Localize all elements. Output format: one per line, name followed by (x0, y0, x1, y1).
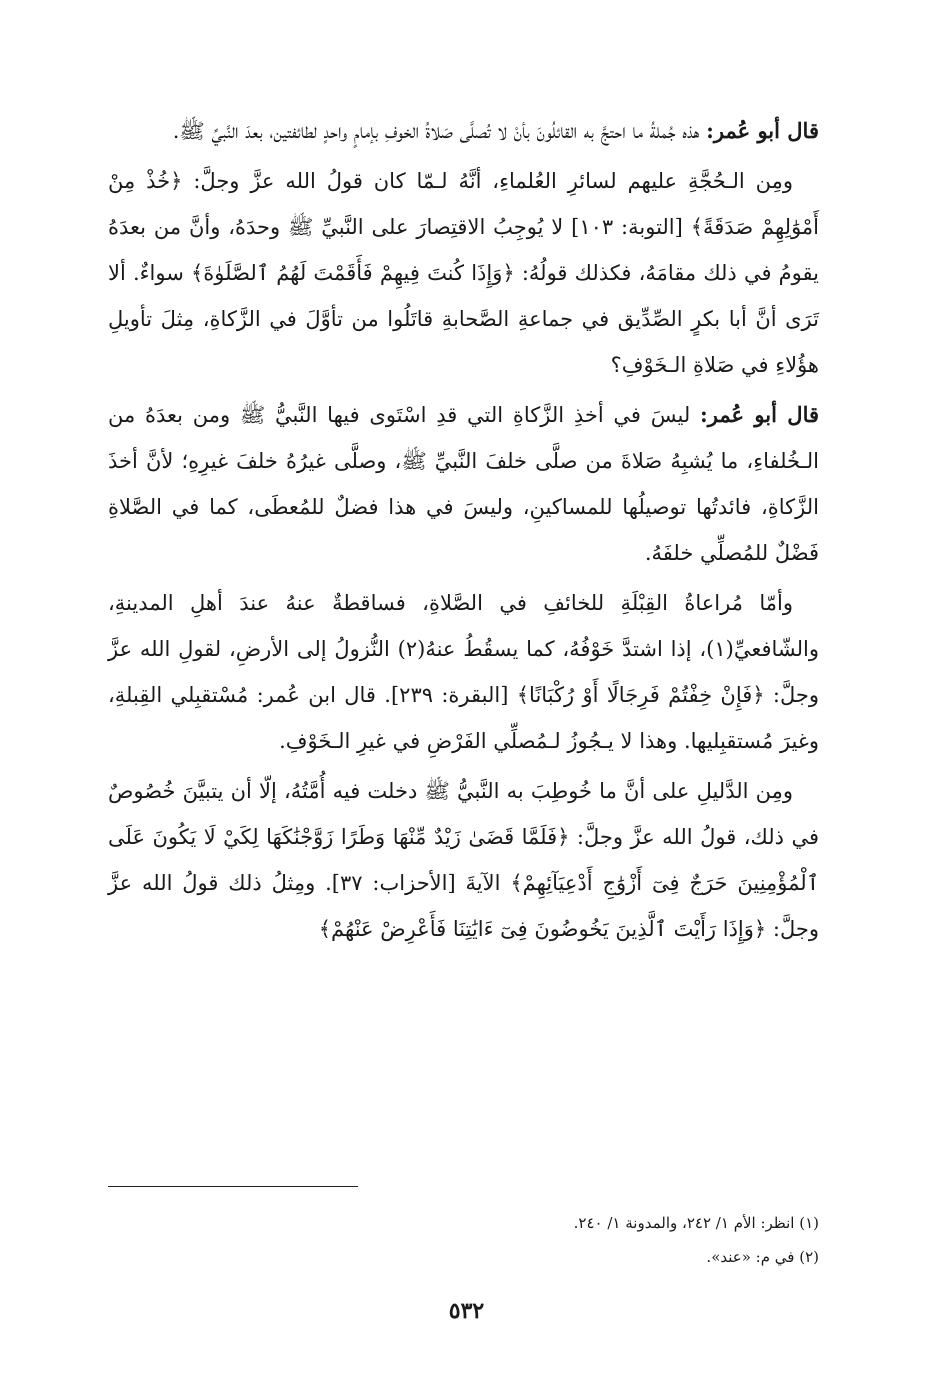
page-number: ٥٣٢ (448, 1298, 485, 1324)
paragraph-text: ومِن الدَّليلِ على أنَّ ما خُوطِبَ به النَّبيُّ ﷺ دخلت فيه أُمَّتُهُ، إلّا أن يتبيَّنَ خُصُوصٌ في ذلك، قولُ الله عزَّ وجلَّ: ﴿فَلَمَّا قَضَىٰ زَيْدٌ مِّنْهَا وَطَرًا زَوَّجْنَٰكَهَا لِكَيْ لَا يَكُونَ عَلَى ٱلْمُؤْمِنِينَ حَرَجٌ فِىٓ أَزْوَٰجِ أَدْعِيَآئِهِمْ﴾ الآيةَ [الأحزاب: ٣٧]. ومِثلُ ذلك قولُ الله عزَّ وجلَّ: ﴿وَإِذَا رَأَيْتَ ٱلَّذِينَ يَخُوضُونَ فِىٓ ءَايَٰتِنَا فَأَعْرِضْ عَنْهُمْ﴾ (108, 779, 820, 941)
page-body (108, 108, 819, 952)
paragraph-text: هذه جُملةُ ما احتجَّ به القائلُونَ بأنْ لا تُصلَّى صَلاةُ الخوفِ بإمامٍ واحدٍ لطائفتين، بعدَ النَّبيِّ ﷺ. (172, 119, 707, 143)
paragraph-2 (108, 158, 819, 388)
paragraph-3 (108, 392, 819, 576)
paragraph-text: ومِن الـحُجَّةِ عليهم لسائرِ العُلماءِ، أنَّهُ لـمّا كان قولُ الله عزَّ وجلَّ: ﴿خُذْ مِنْ أَمْوَٰلِهِمْ صَدَقَةً﴾ [التوبة: ١٠٣] لا يُوجِبُ الاقتِصارَ على النَّبيِّ ﷺ وحدَهُ، وأنَّ من بعدَهُ يقومُ في ذلك مقامَهُ، فكذلك قولُهُ: ﴿وَإِذَا كُنتَ فِيهِمْ فَأَقَمْتَ لَهُمُ ٱلصَّلَوٰةَ﴾ سواءٌ. ألا تَرَى أنَّ أبا بكرٍ الصِّدِّيق في جماعةِ الصَّحابةِ قاتَلُوا من تأوَّلَ في الزَّكاةِ، مِثلَ تأويلِ هؤُلاءِ في صَلاةِ الـخَوْفِ؟ (108, 169, 820, 377)
footnote-separator (108, 1186, 358, 1187)
footnotes (114, 1206, 819, 1274)
paragraph-1 (108, 108, 819, 154)
paragraph-text: وأمّا مُراعاةُ القِبْلَةِ للخائفِ في الصَّلاةِ، فساقطةٌ عنهُ عندَ أهلِ المدينةِ، والشّافعيِّ(١)، إذا اشتدَّ خَوْفُهُ، كما يسقُطُ عنهُ(٢) النُّزولُ إلى الأرضِ، لقولِ الله عزَّ وجلَّ: ﴿فَإِنْ خِفْتُمْ فَرِجَالًا أَوْ رُكْبَانًا﴾ [البقرة: ٢٣٩]. قال ابن عُمر: مُسْتقبِلي القِبلةِ، وغيرَ مُستقبِليها. وهذا لا يـجُوزُ لـمُصلِّي الفَرْضِ في غيرِ الـخَوْفِ. (108, 591, 819, 753)
paragraph-lead: قال أبو عُمر: (706, 118, 819, 143)
footnote-2: (٢) في م: «عند». (706, 1248, 819, 1266)
paragraph-5 (108, 768, 819, 952)
paragraph-4 (108, 580, 819, 764)
paragraph-text: ليسَ في أخذِ الزَّكاةِ التي قدِ اسْتَوى فيها النَّبيُّ ﷺ ومن بعدَهُ من الـخُلفاءِ، ما يُشبِهُ صَلاةَ من صلَّى خلفَ النَّبيِّ ﷺ، وصلَّى غيرُهُ خلفَ غيرِهِ؛ لأنَّ أخذَ الزَّكاةِ، فائدتُها توصيلُها للمساكينِ، وليسَ في هذا فضلٌ للمُعطَى، كما في الصَّلاةِ فَضْلٌ للمُصلِّي خلفَهُ. (108, 403, 819, 565)
paragraph-lead: قال أبو عُمر: (699, 402, 820, 427)
footnote-1: (١) انظر: الأم ١/ ٢٤٢، والمدونة ١/ ٢٤٠. (573, 1214, 819, 1232)
